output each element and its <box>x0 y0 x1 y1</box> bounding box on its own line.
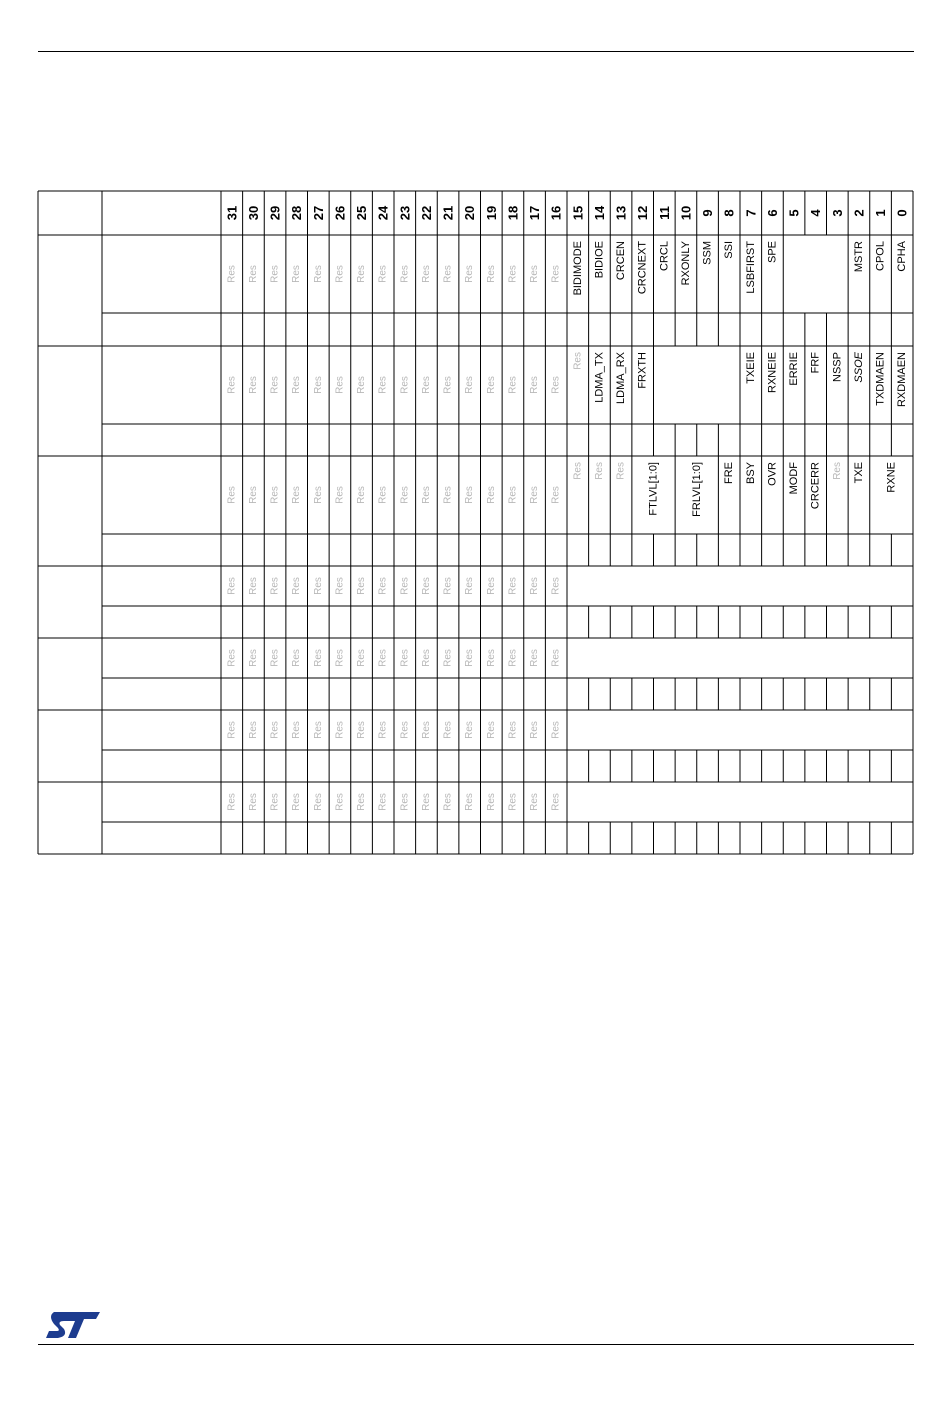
reserved-label: Res <box>334 486 346 504</box>
bit-number-8: 8 <box>721 209 737 217</box>
field-label-txeie: TXEIE <box>744 352 757 384</box>
reserved-label: Res <box>399 721 411 739</box>
reserved-label: Res <box>269 376 281 394</box>
field-label-rxne: RXNE <box>885 462 898 493</box>
reserved-label: Res <box>442 793 454 811</box>
bit-number-18: 18 <box>505 205 521 221</box>
reserved-label: Res <box>399 577 411 595</box>
reserved-label: Res <box>269 793 281 811</box>
reserved-label: Res <box>226 376 238 394</box>
reserved-label: Res <box>226 793 238 811</box>
field-label-ssi: SSI <box>723 241 736 259</box>
reserved-label: Res <box>420 721 432 739</box>
reserved-label: Res <box>312 649 324 667</box>
field-label-txdmaen: TXDMAEN <box>874 352 887 406</box>
reserved-label: Res <box>529 649 541 667</box>
reserved-label: Res <box>226 577 238 595</box>
reserved-label: Res <box>399 376 411 394</box>
reserved-label: Res <box>485 793 497 811</box>
reserved-label: Res <box>529 577 541 595</box>
reserved-label: Res <box>377 265 389 283</box>
reserved-label: Res <box>399 486 411 504</box>
reserved-label: Res <box>485 486 497 504</box>
reserved-label: Res <box>291 649 303 667</box>
reserved-label: Res <box>464 376 476 394</box>
reserved-label: Res <box>550 721 562 739</box>
reserved-label: Res <box>464 793 476 811</box>
reserved-label: Res <box>572 462 584 480</box>
reserved-label: Res <box>291 376 303 394</box>
field-label-mstr: MSTR <box>852 241 865 273</box>
reserved-label: Res <box>312 793 324 811</box>
field-label-errie: ERRIE <box>788 352 801 386</box>
reserved-label: Res <box>507 649 519 667</box>
reserved-label: Res <box>529 793 541 811</box>
bit-number-13: 13 <box>613 205 629 221</box>
reserved-label: Res <box>312 577 324 595</box>
bit-number-17: 17 <box>527 205 543 221</box>
field-label-bidimode: BIDIMODE <box>571 241 584 296</box>
reserved-label: Res <box>529 721 541 739</box>
field-label-fre: FRE <box>723 462 736 484</box>
bit-number-23: 23 <box>397 205 413 221</box>
reserved-label: Res <box>312 265 324 283</box>
reserved-label: Res <box>247 486 259 504</box>
reserved-label: Res <box>464 721 476 739</box>
bit-number-12: 12 <box>635 205 651 221</box>
field-label-ftlvl-1-0-: FTLVL[1:0] <box>647 462 660 516</box>
bit-number-28: 28 <box>289 205 305 221</box>
reserved-label: Res <box>507 721 519 739</box>
reserved-label: Res <box>377 721 389 739</box>
field-label-ssoe: SSOE <box>852 352 865 383</box>
bit-number-3: 3 <box>829 209 845 217</box>
field-label-ovr: OVR <box>766 462 779 486</box>
reserved-label: Res <box>356 376 368 394</box>
reserved-label: Res <box>247 577 259 595</box>
reserved-label: Res <box>312 486 324 504</box>
reserved-label: Res <box>593 462 605 480</box>
reserved-label: Res <box>399 649 411 667</box>
reserved-label: Res <box>247 721 259 739</box>
reserved-label: Res <box>269 577 281 595</box>
field-label-bidioe: BIDIOE <box>593 241 606 279</box>
reserved-label: Res <box>291 721 303 739</box>
bit-number-5: 5 <box>786 209 802 217</box>
bit-number-6: 6 <box>764 209 780 217</box>
reserved-label: Res <box>334 577 346 595</box>
reserved-label: Res <box>247 649 259 667</box>
field-label-bsy: BSY <box>744 462 757 485</box>
reserved-label: Res <box>485 649 497 667</box>
reserved-label: Res <box>442 721 454 739</box>
field-label-txe: TXE <box>852 462 865 484</box>
bit-number-21: 21 <box>440 205 456 221</box>
field-label-cpol: CPOL <box>874 241 887 271</box>
bit-number-26: 26 <box>332 205 348 221</box>
bit-number-11: 11 <box>656 206 672 220</box>
bit-number-15: 15 <box>570 205 586 221</box>
field-label-rxonly: RXONLY <box>679 241 692 286</box>
field-label-ldma-tx: LDMA_TX <box>593 352 606 403</box>
bit-number-30: 30 <box>245 205 261 221</box>
footer-rule <box>38 1344 914 1345</box>
reserved-label: Res <box>420 793 432 811</box>
reserved-label: Res <box>442 376 454 394</box>
reserved-label: Res <box>356 649 368 667</box>
bit-number-19: 19 <box>483 205 499 221</box>
reserved-label: Res <box>507 577 519 595</box>
reserved-label: Res <box>420 649 432 667</box>
reserved-label: Res <box>269 486 281 504</box>
reserved-label: Res <box>442 649 454 667</box>
reserved-label: Res <box>550 486 562 504</box>
reserved-label: Res <box>464 486 476 504</box>
reserved-label: Res <box>399 793 411 811</box>
reserved-label: Res <box>356 793 368 811</box>
reserved-label: Res <box>420 376 432 394</box>
reserved-label: Res <box>485 265 497 283</box>
reserved-label: Res <box>507 265 519 283</box>
bit-number-14: 14 <box>591 205 607 221</box>
reserved-label: Res <box>550 376 562 394</box>
reserved-label: Res <box>377 376 389 394</box>
bit-number-10: 10 <box>678 205 694 221</box>
reserved-label: Res <box>334 721 346 739</box>
bit-number-16: 16 <box>548 205 564 221</box>
reserved-label: Res <box>420 577 432 595</box>
reserved-label: Res <box>291 486 303 504</box>
reserved-label: Res <box>485 721 497 739</box>
field-label-lsbfirst: LSBFIRST <box>744 241 757 294</box>
reserved-label: Res <box>377 486 389 504</box>
field-label-nssp: NSSP <box>831 352 844 382</box>
reserved-label: Res <box>485 376 497 394</box>
field-label-frf: FRF <box>809 352 822 374</box>
bit-number-24: 24 <box>375 205 391 221</box>
reserved-label: Res <box>831 462 843 480</box>
reserved-label: Res <box>247 265 259 283</box>
reserved-label: Res <box>291 793 303 811</box>
field-label-rxdmaen: RXDMAEN <box>896 352 909 408</box>
reserved-label: Res <box>291 577 303 595</box>
bit-number-7: 7 <box>743 209 759 217</box>
bit-number-4: 4 <box>808 209 824 217</box>
bit-number-25: 25 <box>354 205 370 221</box>
reserved-label: Res <box>356 486 368 504</box>
reserved-label: Res <box>334 265 346 283</box>
field-label-ssm: SSM <box>701 241 714 265</box>
reserved-label: Res <box>226 721 238 739</box>
reserved-label: Res <box>550 793 562 811</box>
reserved-label: Res <box>442 486 454 504</box>
reserved-label: Res <box>334 649 346 667</box>
bit-number-20: 20 <box>462 205 478 221</box>
field-label-modf: MODF <box>788 462 801 495</box>
field-label-cpha: CPHA <box>896 241 909 272</box>
reserved-label: Res <box>442 265 454 283</box>
reserved-label: Res <box>226 649 238 667</box>
reserved-label: Res <box>464 577 476 595</box>
reserved-label: Res <box>377 793 389 811</box>
bit-number-27: 27 <box>310 205 326 221</box>
reserved-label: Res <box>312 721 324 739</box>
field-label-crcen: CRCEN <box>615 241 628 281</box>
field-label-ldma-rx: LDMA_RX <box>615 352 628 404</box>
bit-number-2: 2 <box>851 209 867 217</box>
bit-number-1: 1 <box>873 209 889 217</box>
reserved-label: Res <box>507 376 519 394</box>
field-label-crcnext: CRCNEXT <box>636 241 649 295</box>
reserved-label: Res <box>529 265 541 283</box>
reserved-label: Res <box>226 265 238 283</box>
bit-number-31: 31 <box>224 205 240 221</box>
reserved-label: Res <box>442 577 454 595</box>
reserved-label: Res <box>356 265 368 283</box>
reserved-label: Res <box>226 486 238 504</box>
reserved-label: Res <box>247 376 259 394</box>
reserved-label: Res <box>529 486 541 504</box>
reserved-label: Res <box>356 721 368 739</box>
reserved-label: Res <box>615 462 627 480</box>
field-label-rxneie: RXNEIE <box>766 352 779 393</box>
bit-number-22: 22 <box>418 205 434 221</box>
reserved-label: Res <box>247 793 259 811</box>
reserved-label: Res <box>399 265 411 283</box>
reserved-label: Res <box>464 265 476 283</box>
reserved-label: Res <box>334 376 346 394</box>
reserved-label: Res <box>377 649 389 667</box>
field-label-crcerr: CRCERR <box>809 462 822 510</box>
reserved-label: Res <box>464 649 476 667</box>
reserved-label: Res <box>420 486 432 504</box>
reserved-label: Res <box>507 793 519 811</box>
reserved-label: Res <box>291 265 303 283</box>
bit-number-0: 0 <box>894 209 910 217</box>
field-label-frxth: FRXTH <box>636 352 649 389</box>
reserved-label: Res <box>377 577 389 595</box>
reserved-label: Res <box>550 265 562 283</box>
reserved-label: Res <box>485 577 497 595</box>
field-label-crcl: CRCL <box>658 241 671 271</box>
reserved-label: Res <box>507 486 519 504</box>
reserved-label: Res <box>312 376 324 394</box>
reserved-label: Res <box>269 721 281 739</box>
reserved-label: Res <box>572 352 584 370</box>
reserved-label: Res <box>420 265 432 283</box>
reserved-label: Res <box>269 265 281 283</box>
bit-number-29: 29 <box>267 205 283 221</box>
reserved-label: Res <box>334 793 346 811</box>
bit-number-9: 9 <box>700 209 716 217</box>
reserved-label: Res <box>529 376 541 394</box>
field-label-spe: SPE <box>766 241 779 264</box>
field-label-frlvl-1-0-: FRLVL[1:0] <box>690 462 703 517</box>
st-logo <box>44 1310 102 1340</box>
reserved-label: Res <box>356 577 368 595</box>
reserved-label: Res <box>550 649 562 667</box>
reserved-label: Res <box>550 577 562 595</box>
reserved-label: Res <box>269 649 281 667</box>
